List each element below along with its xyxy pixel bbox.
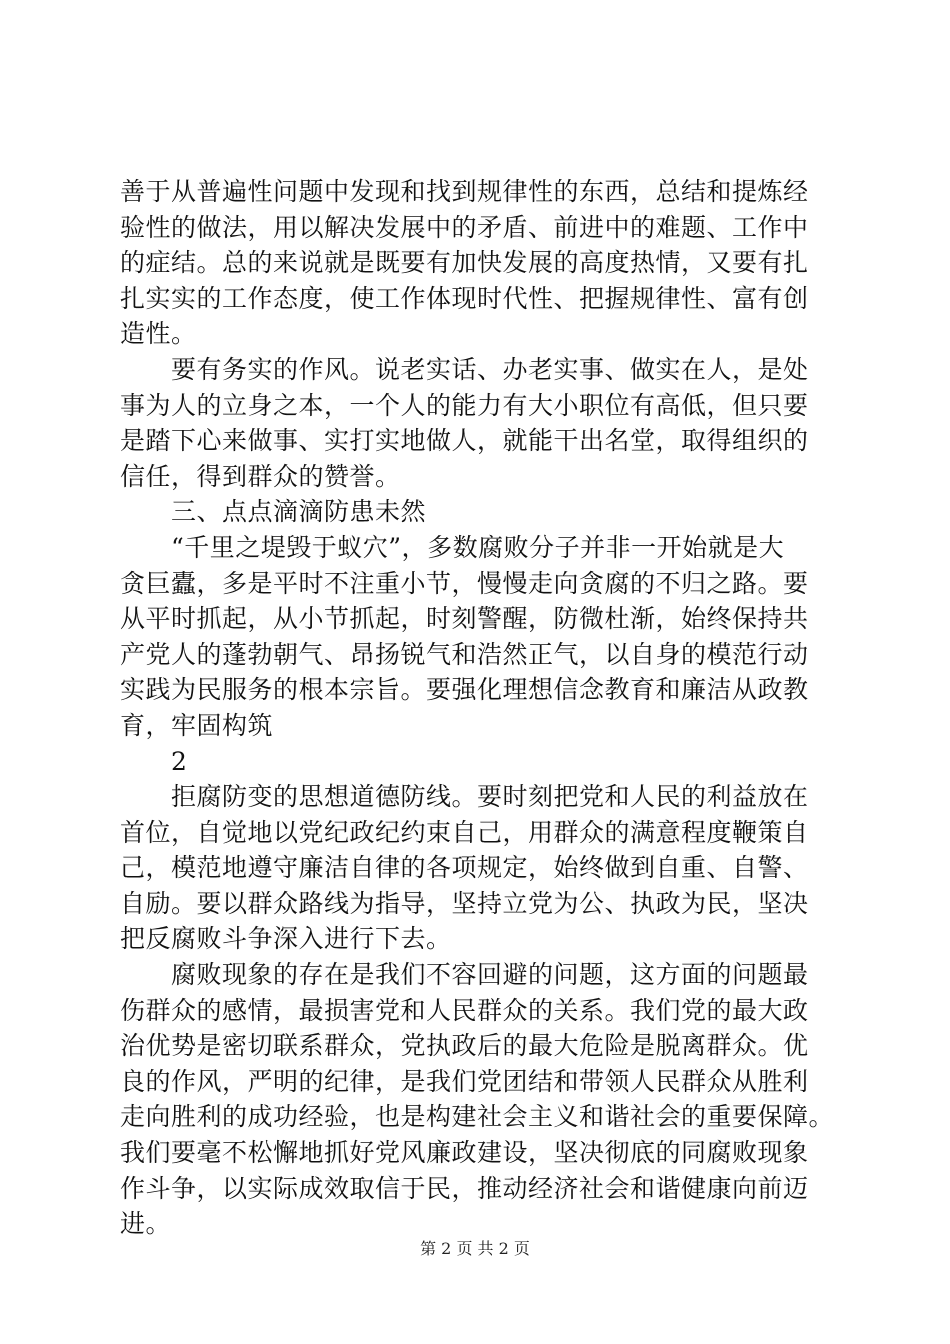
text-line: 善于从普遍性问题中发现和找到规律性的东西，总结和提炼经 — [120, 177, 809, 206]
text-line: 走向胜利的成功经验，也是构建社会主义和谐社会的重要保障。 — [120, 1102, 835, 1132]
section-heading: 三、点点滴滴防患未然 — [120, 497, 427, 527]
text-line: 要有务实的作风。说老实话、办老实事、做实在人，是处 — [120, 354, 809, 384]
text-line: 把反腐败斗争深入进行下去。 — [120, 924, 452, 954]
text-line: 事为人的立身之本，一个人的能力有大小职位有高低，但只要 — [120, 390, 809, 420]
text-line: 拒腐防变的思想道德防线。要时刻把党和人民的利益放在 — [120, 782, 809, 812]
text-line: 自励。要以群众路线为指导，坚持立党为公、执政为民，坚决 — [120, 888, 809, 918]
text-line: 的症结。总的来说就是既要有加快发展的高度热情，又要有扎 — [120, 248, 809, 278]
text-line: 产党人的蓬勃朝气、昂扬锐气和浩然正气，以自身的模范行动 — [120, 639, 809, 669]
document-body — [120, 174, 840, 1242]
text-line: 作斗争，以实际成效取信于民，推动经济社会和谐健康向前迈 — [120, 1173, 809, 1203]
text-line: 育，牢固构筑 — [120, 710, 274, 740]
text-line: 良的作风，严明的纪律，是我们党团结和带领人民群众从胜利 — [120, 1066, 809, 1096]
text-line: “千里之堤毁于蚁穴”，多数腐败分子并非一开始就是大 — [120, 532, 785, 562]
inline-page-number: 2 — [120, 746, 188, 776]
text-line: 从平时抓起，从小节抓起，时刻警醒，防微杜渐，始终保持共 — [120, 604, 809, 634]
text-line: 伤群众的感情，最损害党和人民群众的关系。我们党的最大政 — [120, 995, 809, 1025]
text-line: 信任，得到群众的赞誉。 — [120, 461, 401, 491]
text-line: 进。 — [120, 1209, 172, 1239]
text-line: 实践为民服务的根本宗旨。要强化理想信念教育和廉洁从政教 — [120, 675, 809, 705]
text-line: 己，模范地遵守廉洁自律的各项规定，始终做到自重、自警、 — [120, 853, 809, 883]
text-line: 我们要毫不松懈地抓好党风廉政建设，坚决彻底的同腐败现象 — [120, 1138, 809, 1168]
page-footer — [0, 1238, 950, 1260]
text-line: 腐败现象的存在是我们不容回避的问题，这方面的问题最 — [120, 960, 809, 990]
page-number-label: 第 2 页 共 2 页 — [420, 1239, 530, 1258]
text-line: 贪巨蠹，多是平时不注重小节，慢慢走向贪腐的不归之路。要 — [120, 568, 809, 598]
text-line: 验性的做法，用以解决发展中的矛盾、前进中的难题、工作中 — [120, 212, 809, 242]
text-line: 造性。 — [120, 319, 197, 349]
text-line: 治优势是密切联系群众，党执政后的最大危险是脱离群众。优 — [120, 1031, 809, 1061]
text-line: 首位，自觉地以党纪政纪约束自己，用群众的满意程度鞭策自 — [120, 817, 809, 847]
text-line: 是踏下心来做事、实打实地做人，就能干出名堂，取得组织的 — [120, 426, 809, 456]
text-line: 扎实实的工作态度，使工作体现时代性、把握规律性、富有创 — [120, 283, 809, 313]
